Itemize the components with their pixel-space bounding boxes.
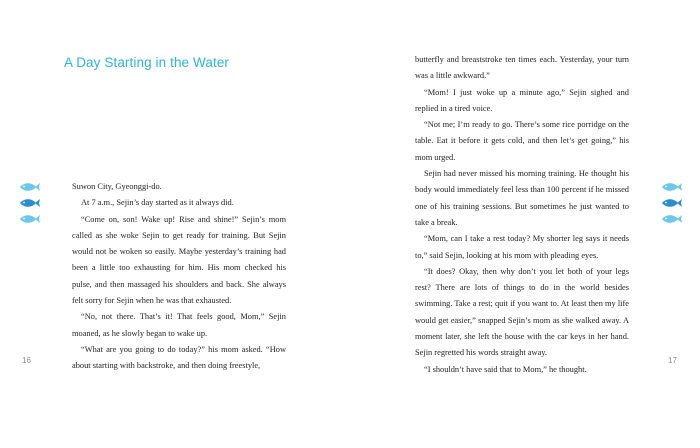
paragraph: “Not me; I’m ready to go. There’s some rice porridge on the table. Eat it before it gets cold, and then let’s get going,” his mom urged. bbox=[415, 120, 629, 162]
fish-icon bbox=[660, 213, 682, 225]
paragraph: “What are you going to do today?” his mom asked. “How about starting with backstroke, and then doing freestyle, bbox=[72, 344, 286, 371]
page-number: 16 bbox=[22, 356, 31, 365]
paragraph: “It does? Okay, then why don’t you let both of your legs rest? There are lots of things to do in the world besides swimming. Take a rest; quit if you want to. At least then my life would get easier,” snapped Sejin’s mom as she walked away. A moment later, she left the house with the car keys in her hand. Sejin regretted his words straight away. bbox=[415, 266, 629, 358]
fish-decoration-left bbox=[18, 181, 40, 225]
page-number: 17 bbox=[668, 356, 677, 365]
fish-decoration-right bbox=[660, 181, 682, 225]
paragraph: Sejin had never missed his morning training. He thought his body would immediately feel less than 100 percent if he missed one of his training sessions. But sometimes he just wanted to take a break. bbox=[415, 169, 629, 227]
paragraph: butterfly and breaststroke ten times each. Yesterday, your turn was a little awkward.” bbox=[415, 55, 629, 81]
paragraph: Suwon City, Gyeonggi-do. bbox=[72, 182, 162, 191]
right-body-text bbox=[415, 52, 629, 378]
paragraph: “I shouldn’t have said that to Mom,” he thought. bbox=[424, 364, 587, 374]
left-body-text bbox=[72, 179, 286, 375]
paragraph: “Mom, can I take a rest today? My shorter leg says it needs to,” said Sejin, looking at his mom with pleading eyes. bbox=[415, 234, 629, 260]
paragraph: “Mom! I just woke up a minute ago,” Sejin sighed and replied in a tired voice. bbox=[415, 87, 629, 113]
right-page bbox=[350, 0, 700, 448]
fish-icon bbox=[18, 181, 40, 193]
fish-icon bbox=[18, 213, 40, 225]
fish-icon bbox=[660, 197, 682, 209]
paragraph: At 7 a.m., Sejin’s day started as it always did. bbox=[81, 198, 234, 208]
chapter-title: A Day Starting in the Water bbox=[64, 55, 230, 70]
paragraph: “Come on, son! Wake up! Rise and shine!” Sejin’s mom called as she woke Sejin to get ready for training. But Sejin would not be woken so easily. Maybe yesterday’s training had been a little too exhausting for him. His mom checked his pulse, and then massaged his shoulders and back. She always felt sorry for Sejin when he was that exhausted. bbox=[72, 214, 286, 306]
fish-icon bbox=[660, 181, 682, 193]
fish-icon bbox=[18, 197, 40, 209]
paragraph: “No, not there. That’s it! That feels good, Mom,” Sejin moaned, as he slowly began to wake up. bbox=[72, 312, 286, 338]
